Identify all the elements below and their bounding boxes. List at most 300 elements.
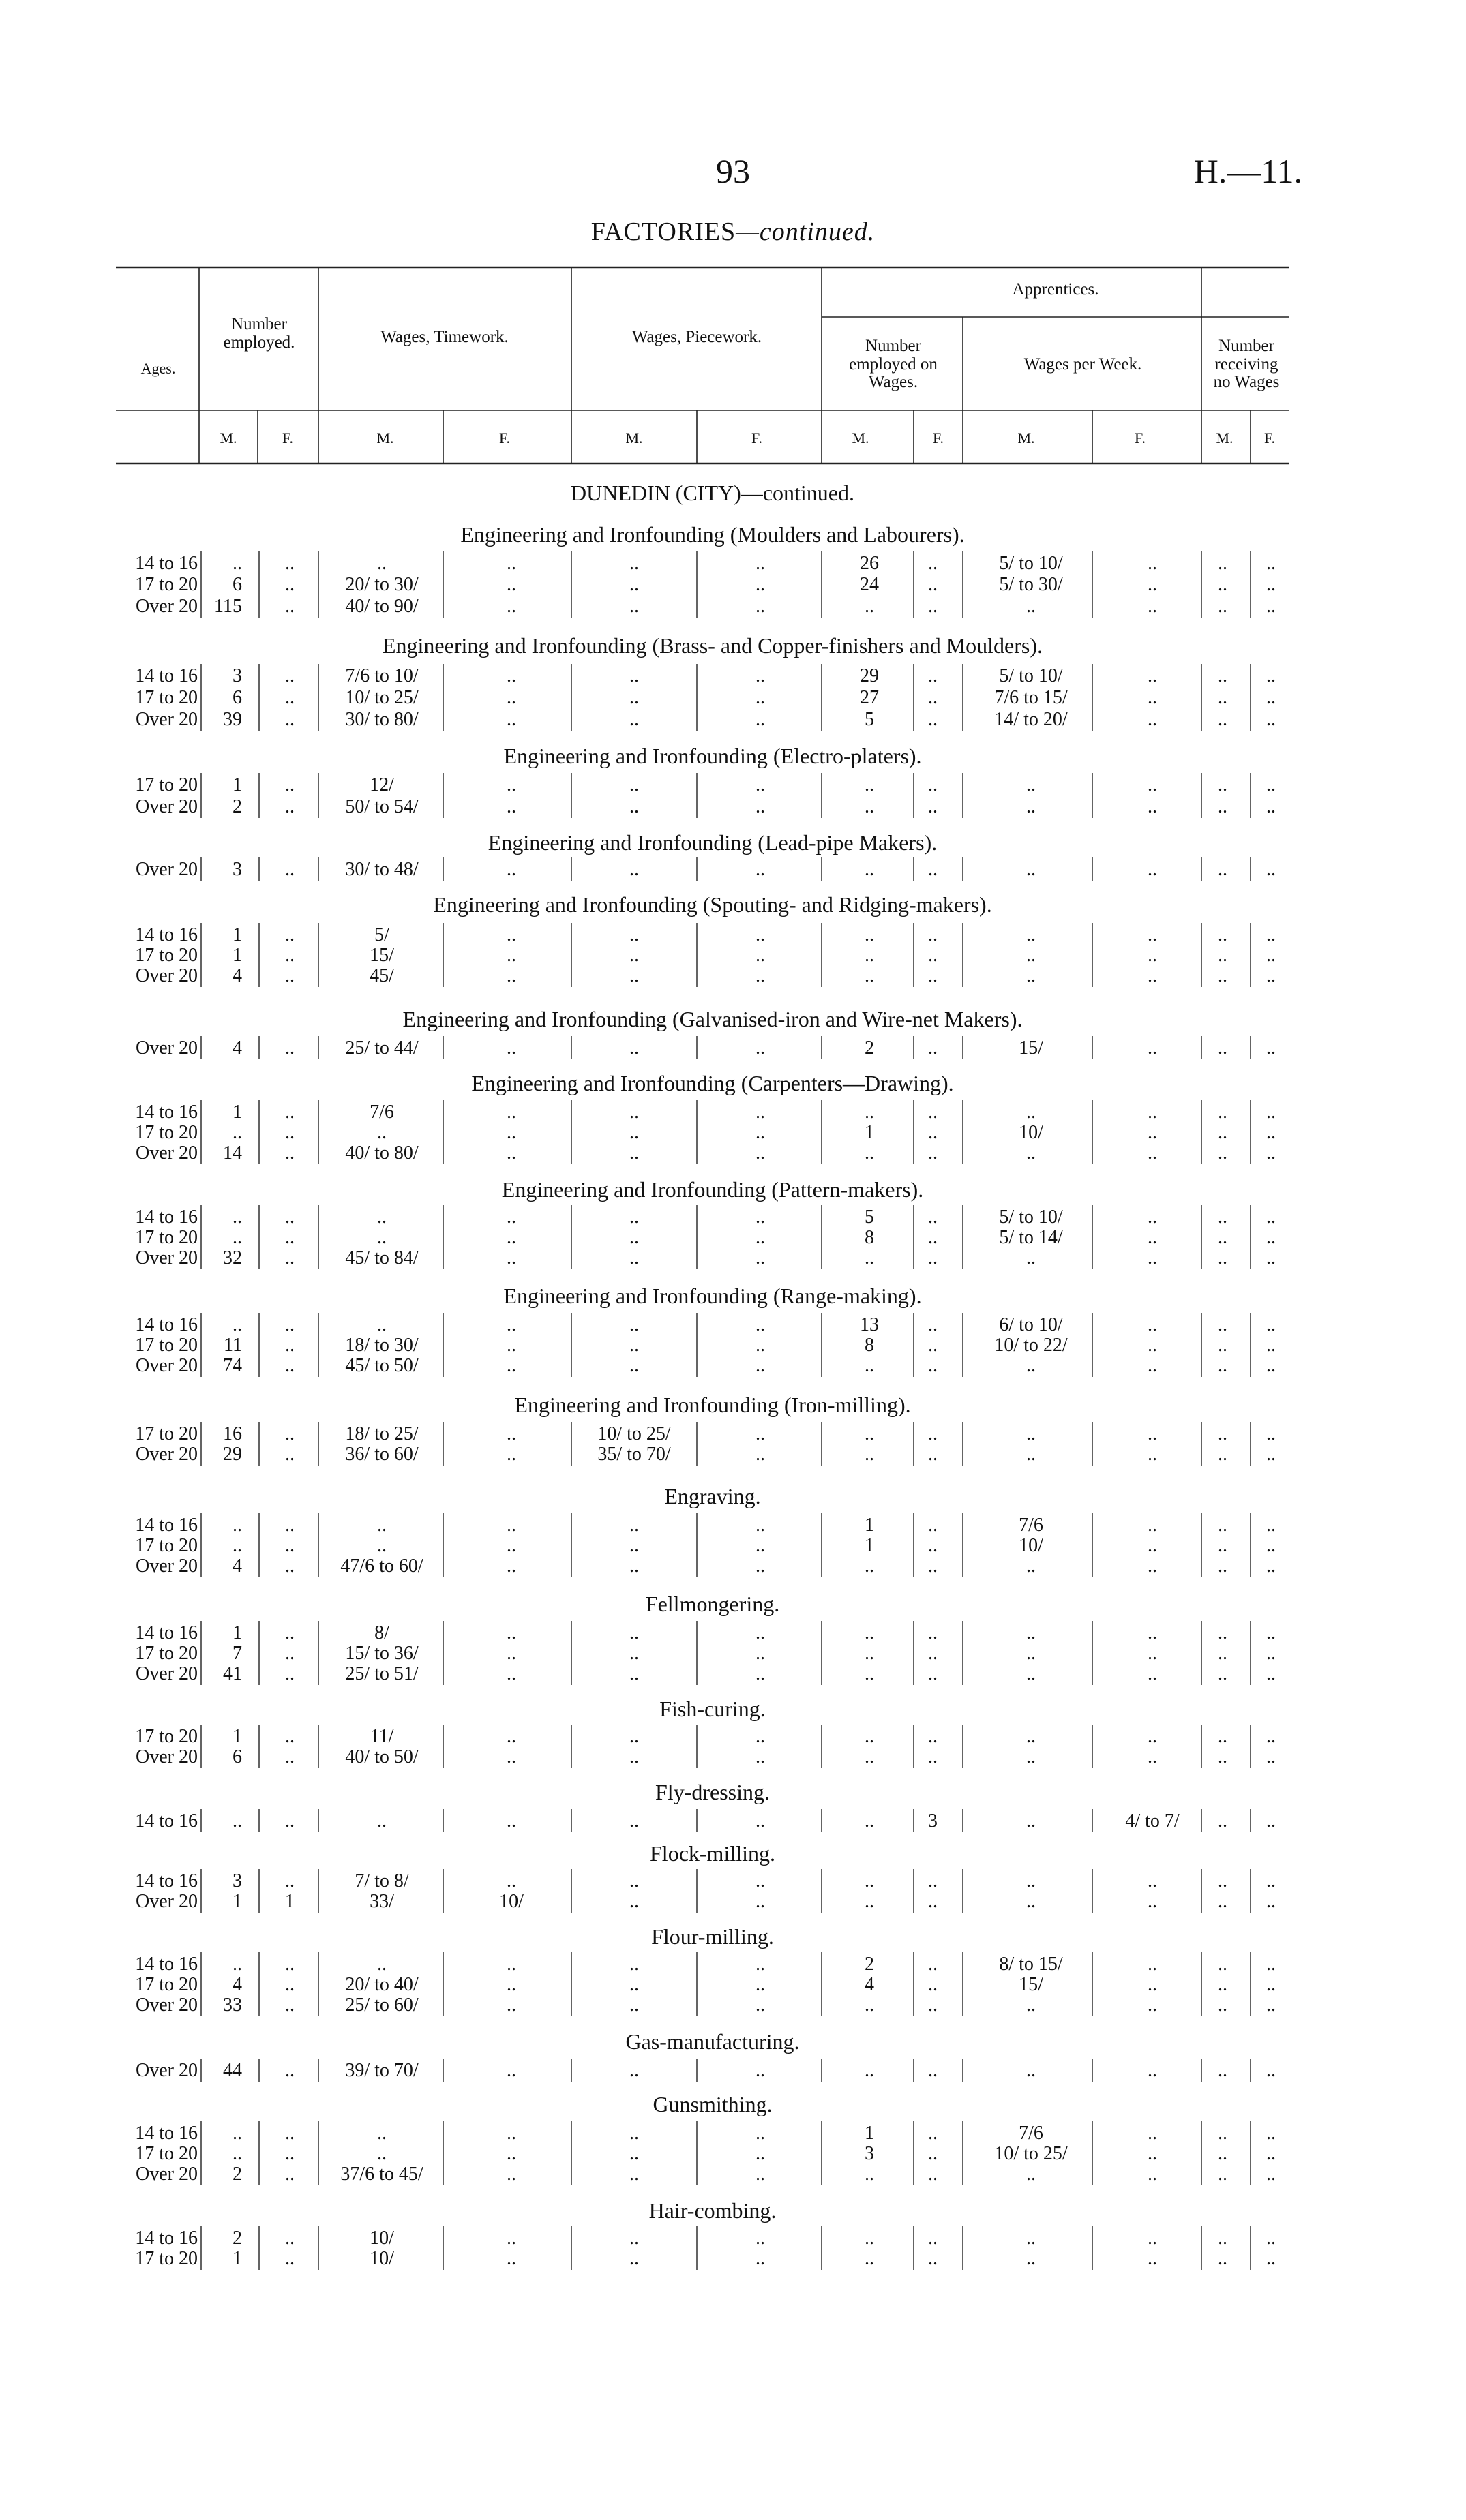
table-cell: ..	[1218, 1994, 1227, 2016]
table-cell: ..	[285, 1515, 295, 1536]
table-cell: ..	[928, 1726, 938, 1747]
table-cell: ..	[1148, 1037, 1157, 1059]
table-cell: ..	[1148, 1726, 1157, 1747]
table-cell: 2	[865, 1037, 874, 1059]
table-cell: 14	[223, 1142, 242, 1164]
table-cell: ..	[507, 1726, 516, 1747]
age-group-label: 17 to 20	[135, 2143, 198, 2164]
table-cell: ..	[507, 1423, 516, 1444]
sex-column-header: F.	[282, 429, 293, 446]
table-cell: ..	[1218, 1891, 1227, 1912]
table-cell: ..	[928, 1423, 938, 1444]
table-cell: ..	[629, 2143, 639, 2164]
table-cell: ..	[865, 1994, 874, 2016]
table-cell: ..	[377, 1810, 387, 1832]
sex-column-header: M.	[220, 429, 237, 446]
section-title: Engraving.	[664, 1484, 761, 1508]
table-cell: ..	[285, 2060, 295, 2081]
table-cell: ..	[928, 945, 938, 966]
table-cell: ..	[865, 796, 874, 817]
table-cell: ..	[629, 1515, 639, 1536]
table-cell: 10/	[1019, 1122, 1043, 1143]
table-cell: ..	[1218, 1335, 1227, 1356]
table-cell: ..	[756, 1037, 765, 1059]
table-cell: ..	[928, 1355, 938, 1376]
table-cell: ..	[865, 2228, 874, 2249]
table-cell: ..	[507, 687, 516, 708]
table-cell: ..	[865, 1555, 874, 1577]
table-cell: ..	[756, 2143, 765, 2164]
section-title: Fellmongering.	[645, 1592, 780, 1616]
table-cell: 20/ to 30/	[345, 574, 419, 595]
page-title-suffix: —continued.	[736, 217, 876, 246]
table-cell: ..	[507, 596, 516, 617]
table-cell: ..	[1148, 709, 1157, 730]
table-cell: ..	[1218, 2123, 1227, 2144]
table-cell: ..	[1218, 859, 1227, 880]
table-cell: 7/6 to 15/	[994, 687, 1068, 708]
table-cell: ..	[1218, 596, 1227, 617]
table-cell: ..	[507, 1974, 516, 1995]
no-wages-header: no Wages	[1213, 373, 1280, 391]
table-cell: ..	[629, 1870, 639, 1892]
table-cell: ..	[1218, 1037, 1227, 1059]
table-cell: ..	[507, 1622, 516, 1643]
table-cell: ..	[629, 2228, 639, 2249]
table-cell: 10/ to 25/	[597, 1423, 671, 1444]
table-cell: ..	[1148, 1555, 1157, 1577]
age-group-label: Over 20	[136, 965, 198, 986]
table-cell: 15/	[1019, 1974, 1043, 1995]
table-cell: ..	[629, 859, 639, 880]
table-cell: ..	[1266, 1994, 1276, 2016]
table-cell: ..	[1266, 1444, 1276, 1465]
table-cell: ..	[1148, 1746, 1157, 1767]
table-cell: ..	[1266, 1726, 1276, 1747]
table-cell: 12/	[370, 774, 394, 795]
table-cell: ..	[1148, 774, 1157, 795]
table-cell: ..	[1026, 1555, 1036, 1577]
table-cell: ..	[629, 553, 639, 574]
table-cell: ..	[865, 945, 874, 966]
table-cell: ..	[756, 945, 765, 966]
table-cell: ..	[928, 1515, 938, 1536]
table-cell: ..	[865, 1142, 874, 1164]
table-cell: ..	[756, 1314, 765, 1335]
table-cell: ..	[507, 574, 516, 595]
no-wages-header: Number	[1218, 337, 1274, 355]
table-cell: ..	[1266, 1227, 1276, 1248]
table-cell: ..	[629, 1994, 639, 2016]
table-cell: 6	[233, 574, 242, 595]
section-title: Engineering and Ironfounding (Carpenters—Drawing).	[471, 1071, 954, 1095]
table-cell: ..	[507, 1102, 516, 1123]
table-cell: 8/ to 15/	[999, 1954, 1063, 1975]
table-cell: ..	[756, 1870, 765, 1892]
table-cell: ..	[233, 2123, 242, 2144]
table-cell: ..	[928, 1954, 938, 1975]
table-cell: ..	[629, 1037, 639, 1059]
table-cell: ..	[756, 1142, 765, 1164]
table-cell: ..	[1148, 1663, 1157, 1684]
section-title: Flour-milling.	[651, 1924, 774, 1949]
age-group-label: 17 to 20	[135, 687, 198, 708]
table-cell: ..	[1026, 1726, 1036, 1747]
table-cell: 10/ to 25/	[345, 687, 419, 708]
age-group-label: 14 to 16	[135, 1206, 198, 1228]
age-group-label: Over 20	[136, 596, 198, 617]
table-cell: ..	[928, 1746, 938, 1767]
table-cell: ..	[928, 859, 938, 880]
section-title: Engineering and Ironfounding (Galvanised-iron and Wire-net Makers).	[402, 1007, 1023, 1031]
table-cell: ..	[507, 2143, 516, 2164]
table-cell: 4/ to 7/	[1125, 1810, 1180, 1832]
table-cell: ..	[1026, 1142, 1036, 1164]
table-cell: ..	[1218, 1515, 1227, 1536]
table-cell: ..	[1218, 1122, 1227, 1143]
table-cell: ..	[507, 1247, 516, 1269]
table-cell: ..	[507, 2123, 516, 2144]
table-cell: ..	[1218, 709, 1227, 730]
age-group-label: Over 20	[136, 1663, 198, 1684]
table-cell: ..	[928, 1870, 938, 1892]
age-group-label: 17 to 20	[135, 1535, 198, 1556]
table-cell: ..	[1026, 1870, 1036, 1892]
table-cell: ..	[756, 2164, 765, 2185]
table-cell: ..	[928, 687, 938, 708]
table-cell: ..	[1148, 796, 1157, 817]
table-cell: ..	[629, 596, 639, 617]
section-title: Gunsmithing.	[653, 2092, 773, 2116]
table-cell: ..	[1266, 1535, 1276, 1556]
table-cell: ..	[1266, 1954, 1276, 1975]
table-cell: ..	[928, 965, 938, 986]
table-cell: 1	[865, 1535, 874, 1556]
table-cell: ..	[928, 774, 938, 795]
table-cell: ..	[377, 2143, 387, 2164]
table-cell: ..	[1266, 1335, 1276, 1356]
table-cell: 16	[223, 1423, 242, 1444]
age-group-label: 17 to 20	[135, 1227, 198, 1248]
table-cell: ..	[1266, 1643, 1276, 1664]
table-cell: ..	[1218, 1870, 1227, 1892]
table-cell: ..	[928, 1444, 938, 1465]
table-cell: ..	[377, 1227, 387, 1248]
table-cell: 4	[233, 1037, 242, 1059]
table-cell: ..	[1266, 1206, 1276, 1228]
table-cell: ..	[629, 796, 639, 817]
table-cell: 6/ to 10/	[999, 1314, 1063, 1335]
table-cell: 10/	[1019, 1535, 1043, 1556]
table-cell: ..	[1266, 1037, 1276, 1059]
table-cell: ..	[1148, 2248, 1157, 2269]
table-cell: ..	[865, 924, 874, 945]
age-group-label: Over 20	[136, 1142, 198, 1164]
table-cell: 4	[233, 1555, 242, 1577]
table-cell: ..	[507, 2164, 516, 2185]
table-cell: ..	[865, 1643, 874, 1664]
table-cell: 39	[223, 709, 242, 730]
table-cell: ..	[507, 2248, 516, 2269]
table-cell: ..	[285, 924, 295, 945]
table-cell: ..	[1026, 859, 1036, 880]
table-cell: ..	[629, 1335, 639, 1356]
table-cell: ..	[233, 2143, 242, 2164]
table-cell: ..	[928, 1555, 938, 1577]
table-cell: ..	[756, 1726, 765, 1747]
table-cell: 29	[223, 1444, 242, 1465]
table-cell: ..	[507, 1122, 516, 1143]
table-cell: ..	[285, 1335, 295, 1356]
table-cell: 10/ to 22/	[994, 1335, 1068, 1356]
table-cell: ..	[1148, 574, 1157, 595]
table-cell: ..	[1218, 1102, 1227, 1123]
table-cell: 3	[928, 1810, 938, 1832]
table-cell: ..	[1026, 774, 1036, 795]
table-cell: 40/ to 90/	[345, 596, 419, 617]
section-title: Engineering and Ironfounding (Lead-pipe Makers).	[488, 830, 938, 855]
table-cell: 4	[233, 1974, 242, 1995]
table-cell: ..	[629, 1663, 639, 1684]
age-group-label: Over 20	[136, 1994, 198, 2016]
table-cell: ..	[233, 1227, 242, 1248]
table-cell: ..	[1148, 1974, 1157, 1995]
table-cell: ..	[1148, 1247, 1157, 1269]
table-cell: ..	[1026, 2060, 1036, 2081]
table-cell: ..	[928, 574, 938, 595]
table-cell: 15/ to 36/	[345, 1643, 419, 1664]
table-cell: 32	[223, 1247, 242, 1269]
table-cell: ..	[507, 1515, 516, 1536]
table-cell: ..	[1218, 1206, 1227, 1228]
apprentices-header: Apprentices.	[1012, 280, 1099, 299]
table-cell: ..	[1148, 1622, 1157, 1643]
table-cell: ..	[507, 796, 516, 817]
table-cell: ..	[928, 2228, 938, 2249]
table-cell: ..	[1148, 1122, 1157, 1143]
table-cell: ..	[1148, 924, 1157, 945]
table-cell: 50/ to 54/	[345, 796, 419, 817]
table-cell: ..	[928, 1535, 938, 1556]
table-cell: ..	[865, 1622, 874, 1643]
table-cell: ..	[1218, 1663, 1227, 1684]
age-group-label: 14 to 16	[135, 2123, 198, 2144]
table-cell: ..	[1148, 687, 1157, 708]
table-cell: ..	[928, 2248, 938, 2269]
table-cell: 7/6	[370, 1102, 394, 1123]
table-cell: ..	[1218, 1355, 1227, 1376]
table-cell: 3	[233, 1870, 242, 1892]
table-cell: ..	[377, 553, 387, 574]
table-cell: 5	[865, 1206, 874, 1228]
section-title: Engineering and Ironfounding (Electro-platers).	[503, 744, 922, 768]
table-cell: ..	[285, 1746, 295, 1767]
table-cell: ..	[507, 2060, 516, 2081]
table-cell: ..	[756, 1423, 765, 1444]
table-cell: ..	[285, 1423, 295, 1444]
table-cell: ..	[285, 1037, 295, 1059]
table-cell: ..	[865, 965, 874, 986]
table-cell: ..	[1148, 2123, 1157, 2144]
table-cell: ..	[1026, 1810, 1036, 1832]
table-cell: 33	[223, 1994, 242, 2016]
table-cell: ..	[507, 1555, 516, 1577]
table-cell: ..	[1266, 709, 1276, 730]
age-group-label: 14 to 16	[135, 1622, 198, 1643]
apprentice-number-header: employed on	[849, 355, 938, 374]
sex-column-header: F.	[751, 429, 762, 446]
table-cell: ..	[1026, 2228, 1036, 2249]
table-cell: 5/ to 10/	[999, 1206, 1063, 1228]
table-cell: ..	[233, 1206, 242, 1228]
table-cell: ..	[1026, 596, 1036, 617]
table-cell: ..	[1266, 574, 1276, 595]
table-cell: ..	[629, 687, 639, 708]
table-cell: ..	[285, 1227, 295, 1248]
table-cell: ..	[285, 2248, 295, 2269]
table-cell: ..	[377, 1515, 387, 1536]
table-cell: ..	[285, 553, 295, 574]
table-cell: ..	[1148, 1535, 1157, 1556]
table-cell: ..	[629, 1142, 639, 1164]
table-cell: ..	[1148, 1102, 1157, 1123]
table-cell: ..	[928, 796, 938, 817]
table-cell: ..	[1218, 1227, 1227, 1248]
table-cell: ..	[1148, 1423, 1157, 1444]
table-cell: ..	[1148, 1954, 1157, 1975]
table-cell: 1	[233, 1891, 242, 1912]
table-cell: ..	[928, 709, 938, 730]
section-title: Engineering and Ironfounding (Brass- and Copper-finishers and Moulders).	[382, 633, 1043, 658]
table-cell: 8	[865, 1335, 874, 1356]
table-cell: ..	[285, 796, 295, 817]
table-cell: ..	[507, 1870, 516, 1892]
table-cell: ..	[285, 1622, 295, 1643]
table-cell: ..	[285, 2164, 295, 2185]
table-cell: 25/ to 60/	[345, 1994, 419, 2016]
table-cell: ..	[1218, 2248, 1227, 2269]
table-cell: ..	[1266, 965, 1276, 986]
table-cell: ..	[629, 2123, 639, 2144]
table-cell: ..	[507, 924, 516, 945]
table-cell: ..	[756, 2228, 765, 2249]
table-cell: ..	[285, 965, 295, 986]
table-cell: 45/ to 84/	[345, 1247, 419, 1269]
table-cell: ..	[1026, 945, 1036, 966]
age-group-label: Over 20	[136, 859, 198, 880]
table-cell: ..	[1148, 2060, 1157, 2081]
table-cell: ..	[1266, 1810, 1276, 1832]
table-cell: 1	[865, 1122, 874, 1143]
table-cell: ..	[928, 924, 938, 945]
table-cell: ..	[756, 1535, 765, 1556]
table-cell: ..	[507, 1663, 516, 1684]
table-cell: ..	[1148, 1142, 1157, 1164]
table-cell: ..	[865, 1444, 874, 1465]
table-cell: 2	[233, 796, 242, 817]
table-cell: 5/ to 10/	[999, 553, 1063, 574]
table-cell: ..	[629, 1102, 639, 1123]
table-cell: ..	[756, 1810, 765, 1832]
ages-header: Ages.	[140, 360, 176, 377]
table-cell: ..	[507, 1444, 516, 1465]
table-cell: ..	[756, 1622, 765, 1643]
table-cell: 20/ to 40/	[345, 1974, 419, 1995]
table-cell: ..	[928, 1037, 938, 1059]
table-cell: ..	[285, 1954, 295, 1975]
table-cell: ..	[285, 859, 295, 880]
table-cell: ..	[1266, 774, 1276, 795]
table-cell: ..	[1218, 1954, 1227, 1975]
table-cell: ..	[928, 1622, 938, 1643]
age-group-label: 17 to 20	[135, 1974, 198, 1995]
table-cell: ..	[1148, 2143, 1157, 2164]
table-cell: 36/ to 60/	[345, 1444, 419, 1465]
table-cell: ..	[756, 1102, 765, 1123]
table-cell: 10/ to 25/	[994, 2143, 1068, 2164]
table-cell: ..	[1266, 1974, 1276, 1995]
age-group-label: 14 to 16	[135, 924, 198, 945]
table-cell: ..	[1266, 1746, 1276, 1767]
table-cell: ..	[285, 1535, 295, 1556]
table-cell: ..	[756, 574, 765, 595]
apprentice-wages-header: Wages per Week.	[1023, 355, 1142, 374]
table-cell: 5	[865, 709, 874, 730]
table-cell: ..	[1266, 1555, 1276, 1577]
table-cell: 5/ to 14/	[999, 1227, 1063, 1248]
age-group-label: 17 to 20	[135, 945, 198, 966]
table-cell: 1	[233, 924, 242, 945]
table-cell: ..	[865, 1891, 874, 1912]
age-group-label: Over 20	[136, 1037, 198, 1059]
table-cell: ..	[285, 1663, 295, 1684]
table-cell: ..	[928, 1974, 938, 1995]
table-cell: ..	[285, 1974, 295, 1995]
table-cell: 24	[860, 574, 879, 595]
table-cell: ..	[756, 1994, 765, 2016]
table-cell: ..	[1266, 1102, 1276, 1123]
table-cell: ..	[1148, 965, 1157, 986]
table-cell: 29	[860, 665, 879, 686]
table-cell: ..	[1266, 1355, 1276, 1376]
table-cell: ..	[629, 1726, 639, 1747]
table-cell: ..	[233, 1515, 242, 1536]
table-cell: ..	[285, 1994, 295, 2016]
table-cell: 30/ to 48/	[345, 859, 419, 880]
section-title: Fly-dressing.	[655, 1780, 770, 1804]
table-cell: ..	[233, 1122, 242, 1143]
section-title: Fish-curing.	[659, 1697, 766, 1721]
table-cell: ..	[1148, 1335, 1157, 1356]
age-group-label: 14 to 16	[135, 1102, 198, 1123]
table-cell: 2	[865, 1954, 874, 1975]
table-cell: ..	[285, 2123, 295, 2144]
table-cell: ..	[507, 774, 516, 795]
table-cell: ..	[285, 1355, 295, 1376]
table-cell: ..	[865, 1355, 874, 1376]
table-cell: ..	[507, 665, 516, 686]
table-cell: ..	[629, 1954, 639, 1975]
table-cell: 25/ to 44/	[345, 1037, 419, 1059]
table-cell: ..	[928, 1335, 938, 1356]
table-cell: ..	[629, 1535, 639, 1556]
table-cell: ..	[629, 1622, 639, 1643]
table-cell: ..	[865, 596, 874, 617]
table-cell: ..	[285, 1810, 295, 1832]
table-cell: ..	[233, 1535, 242, 1556]
table-cell: ..	[1218, 1423, 1227, 1444]
table-cell: 44	[223, 2060, 242, 2081]
